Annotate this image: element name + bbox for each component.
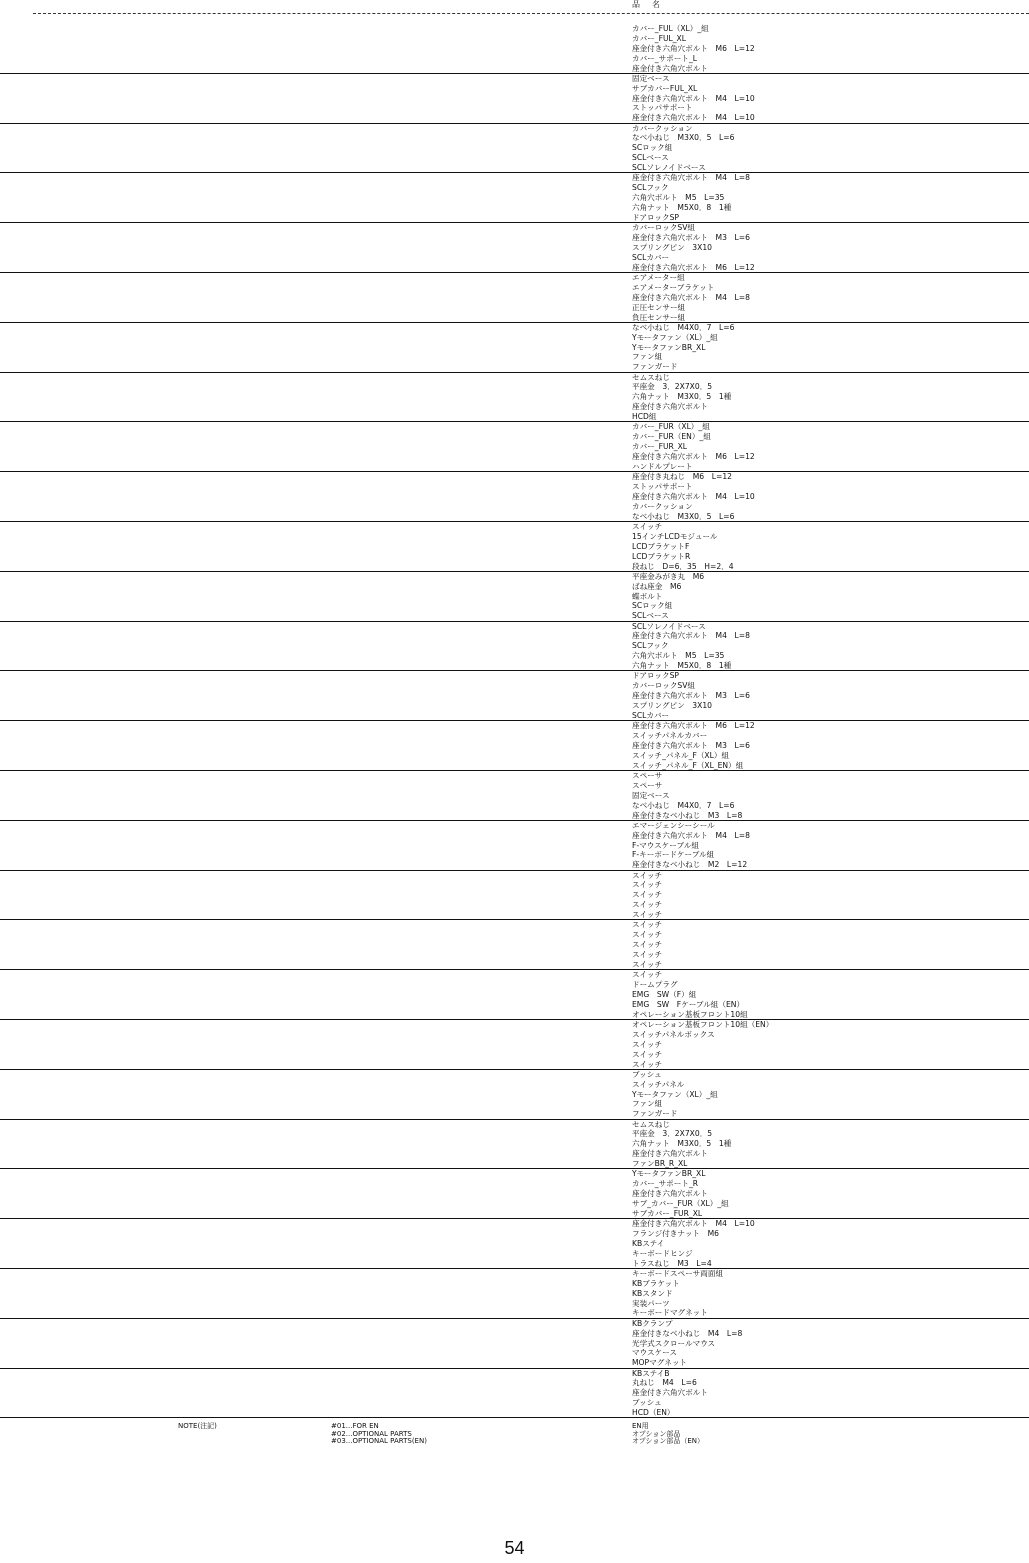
parts-group <box>0 1319 1029 1369</box>
part-name: セムスねじ <box>632 372 670 382</box>
part-name: SCLカバー <box>632 710 670 720</box>
part-name: 六角ナット M3X0．5 1種 <box>632 392 732 402</box>
part-name: サブカバー_FUR_XL <box>632 1208 703 1218</box>
part-name: 座金付き六角穴ボルト M4 L=10 <box>632 1219 755 1229</box>
part-name: SCLベース <box>632 611 669 621</box>
parts-group-lines <box>632 472 755 521</box>
part-name: なべ小ねじ M3X0．5 L=6 <box>632 133 735 143</box>
part-name: 段ねじ D=6．35 H=2．4 <box>632 561 734 571</box>
part-name: ファンガード <box>632 1109 678 1119</box>
part-name: 座金付き六角穴ボルト M6 L=12 <box>632 721 755 731</box>
part-name: ストッパサポート <box>632 103 693 113</box>
parts-group-lines <box>632 323 734 372</box>
part-name: カバー_FUR（EN）_組 <box>632 432 711 442</box>
parts-group-lines <box>632 871 662 920</box>
part-name: エマージェンシーシール <box>632 820 715 830</box>
part-name: KBブラケット <box>632 1278 680 1288</box>
part-name: スイッチ <box>632 950 663 960</box>
part-name: スイッチ <box>632 910 663 920</box>
part-name: EMG SW Fケーブル組（EN） <box>632 999 745 1009</box>
part-name: HCD（EN） <box>632 1408 675 1418</box>
part-name: 座金付き六角穴ボルト M4 L=8 <box>632 173 750 183</box>
note-ja-line: オプション部品（EN） <box>632 1437 705 1445</box>
part-name: オペレーション基板フロント10組 <box>632 1009 748 1019</box>
part-name: 平座金 3．2X7X0．5 <box>632 382 713 392</box>
part-name: Yモータファン（XL）_組 <box>632 1089 718 1099</box>
parts-group <box>0 1120 1029 1170</box>
part-name: MOPマグネット <box>632 1358 688 1368</box>
part-name: スイッチ_パネル_F（XL_EN）組 <box>632 760 744 770</box>
parts-group <box>0 373 1029 423</box>
part-name: 座金付きなべ小ねじ M2 L=12 <box>632 860 748 870</box>
parts-group <box>0 771 1029 821</box>
part-name: 六角ナット M5X0．8 1種 <box>632 203 732 213</box>
parts-group-lines <box>632 422 755 471</box>
parts-group-lines <box>632 920 662 969</box>
part-name: なべ小ねじ M3X0．5 L=6 <box>632 511 735 521</box>
parts-group-lines <box>632 373 731 422</box>
note-codes <box>331 1423 427 1446</box>
parts-group <box>0 920 1029 970</box>
part-name: 座金付き六角穴ボルト M6 L=12 <box>632 43 755 53</box>
parts-group <box>0 970 1029 1020</box>
column-header: 品 名 <box>632 0 662 9</box>
part-name: KBクランプ <box>632 1318 673 1328</box>
parts-group <box>0 323 1029 373</box>
parts-group-lines <box>632 970 748 1019</box>
part-name: スイッチ <box>632 900 663 910</box>
part-name: トラスねじ M3 L=4 <box>632 1258 712 1268</box>
parts-group <box>0 821 1029 871</box>
part-name: スイッチパネルカバー <box>632 731 708 741</box>
parts-group <box>0 173 1029 223</box>
part-name: セムスねじ <box>632 1119 670 1129</box>
parts-group <box>0 1169 1029 1219</box>
part-name: スイッチ <box>632 1059 663 1069</box>
parts-group <box>0 721 1029 771</box>
part-name: 座金付き六角穴ボルト <box>632 1189 708 1199</box>
part-name: スプリングピン 3X10 <box>632 701 712 711</box>
part-name: 座金付き六角穴ボルト M6 L=12 <box>632 262 755 272</box>
part-name: 座金付き六角穴ボルト M4 L=10 <box>632 113 755 123</box>
part-name: スイッチ <box>632 880 663 890</box>
note-code: #02...OPTIONAL PARTS <box>331 1429 412 1438</box>
part-name: YモータファンBR_XL <box>632 342 706 352</box>
parts-group-lines <box>632 173 750 222</box>
part-name: カバークッション <box>632 123 693 133</box>
parts-group-lines <box>632 721 755 770</box>
part-name: スイッチ <box>632 930 663 940</box>
part-name: 座金付き六角穴ボルト M4 L=8 <box>632 631 750 641</box>
parts-group <box>0 1219 1029 1269</box>
parts-group <box>0 472 1029 522</box>
part-name: 座金付き六角穴ボルト <box>632 63 708 73</box>
part-name: ドームプラグ <box>632 980 678 990</box>
parts-group <box>0 671 1029 721</box>
part-name: ばね座金 M6 <box>632 581 682 591</box>
part-name: キーボードスペーサ両面組 <box>632 1268 724 1278</box>
part-name: カバー_FUL_XL <box>632 33 686 43</box>
part-name: 座金付き六角穴ボルト M3 L=6 <box>632 740 750 750</box>
part-name: スイッチ <box>632 970 663 980</box>
part-name: 座金付き六角穴ボルト M6 L=12 <box>632 452 755 462</box>
part-name: なべ小ねじ M4X0．7 L=6 <box>632 322 735 332</box>
part-name: LCDブラケットR <box>632 551 691 561</box>
part-name: スイッチ_パネル_F（XL）組 <box>632 750 730 760</box>
part-name: HCD組 <box>632 412 657 422</box>
part-name: Yモータファン（XL）_組 <box>632 332 718 342</box>
note-japanese <box>632 1423 704 1446</box>
part-name: 六角穴ボルト M5 L=35 <box>632 651 725 661</box>
part-name: エアメーター組 <box>632 272 685 282</box>
parts-group <box>0 1020 1029 1070</box>
part-name: 座金付き六角穴ボルト <box>632 1388 708 1398</box>
part-name: F-マウスケーブル組 <box>632 840 699 850</box>
part-name: 座金付き六角穴ボルト M4 L=8 <box>632 830 750 840</box>
parts-group-lines <box>632 273 750 322</box>
part-name: KBスタンド <box>632 1288 673 1298</box>
parts-group <box>0 1269 1029 1319</box>
part-name: スプリングピン 3X10 <box>632 242 712 252</box>
part-name: スイッチ <box>632 890 663 900</box>
parts-group-lines <box>632 671 750 720</box>
parts-group-lines <box>632 1169 729 1218</box>
part-name: カバークッション <box>632 501 693 511</box>
part-name: ストッパサポート <box>632 482 693 492</box>
parts-group-lines <box>632 1219 755 1268</box>
part-name: 六角ナット M3X0．5 1種 <box>632 1139 732 1149</box>
part-name: スイッチパネル <box>632 1079 685 1089</box>
parts-group <box>0 74 1029 124</box>
parts-group <box>0 572 1029 622</box>
part-name: マウスケース <box>632 1348 677 1358</box>
parts-group-lines <box>632 1369 708 1418</box>
part-name: SCLフック <box>632 641 669 651</box>
part-name: ドアロックSP <box>632 671 679 681</box>
parts-group-lines <box>632 572 704 621</box>
parts-group <box>0 522 1029 572</box>
part-name: スイッチ <box>632 521 663 531</box>
parts-list <box>0 24 1029 1418</box>
part-name: 座金付き六角穴ボルト M4 L=10 <box>632 93 755 103</box>
part-name: ブッシュ <box>632 1069 662 1079</box>
part-name: カバー_FUL（XL）_組 <box>632 24 709 33</box>
part-name: 丸ねじ M4 L=6 <box>632 1378 697 1388</box>
part-name: 座金付き六角穴ボルト M3 L=6 <box>632 233 750 243</box>
part-name: SCロック組 <box>632 601 673 611</box>
part-name: 座金付き六角穴ボルト M4 L=8 <box>632 292 750 302</box>
part-name: エアメーターブラケット <box>632 282 715 292</box>
part-name: ファン組 <box>632 1099 663 1109</box>
part-name: YモータファンBR_XL <box>632 1169 706 1179</box>
part-name: スイッチ <box>632 1039 663 1049</box>
part-name: カバー_サポート_R <box>632 1179 699 1189</box>
part-name: スイッチ <box>632 870 663 880</box>
parts-group <box>0 273 1029 323</box>
parts-group <box>0 223 1029 273</box>
part-name: スイッチ <box>632 1049 663 1059</box>
part-name: KBステイB <box>632 1368 670 1378</box>
part-name: 固定ベース <box>632 790 670 800</box>
part-name: 光学式スクロールマウス <box>632 1338 716 1348</box>
part-name: カバー_FUR（XL）_組 <box>632 422 710 432</box>
part-name: F-キーボードケーブル組 <box>632 850 715 860</box>
parts-group <box>0 871 1029 921</box>
note-ja-line: オプション部品 <box>632 1429 681 1438</box>
part-name: LCDブラケットF <box>632 541 690 551</box>
part-name: ブッシュ <box>632 1398 662 1408</box>
part-name: 座金付き六角穴ボルト M4 L=10 <box>632 491 755 501</box>
part-name: 蝶ボルト <box>632 591 663 601</box>
parts-group-lines <box>632 74 755 123</box>
parts-group-lines <box>632 1319 742 1368</box>
parts-group-lines <box>632 1269 723 1318</box>
part-name: フランジ付きナット M6 <box>632 1229 719 1239</box>
part-name: 六角ナット M5X0．8 1種 <box>632 661 732 671</box>
part-name: なべ小ねじ M4X0．7 L=6 <box>632 800 735 810</box>
part-name: ドアロックSP <box>632 212 679 222</box>
part-name: 15インチLCDモジュール <box>632 531 718 541</box>
parts-group-lines <box>632 821 750 870</box>
part-name: SCLソレノイドベース <box>632 163 706 173</box>
parts-group-lines <box>632 223 755 272</box>
part-name: 実装パーツ <box>632 1298 670 1308</box>
parts-group-lines <box>632 1070 718 1119</box>
part-name: カバーロックSV組 <box>632 681 696 691</box>
part-name: サブカバーFUL_XL <box>632 83 698 93</box>
parts-group <box>0 1070 1029 1120</box>
part-name: オペレーション基板フロント10組（EN） <box>632 1019 774 1029</box>
part-name: 正圧センサー組 <box>632 302 686 312</box>
header-dashed-rule <box>33 13 1029 14</box>
parts-group <box>0 24 1029 74</box>
part-name: 六角穴ボルト M5 L=35 <box>632 193 725 203</box>
part-name: ファンガード <box>632 362 678 372</box>
part-name: スペーサ <box>632 780 663 790</box>
part-name: カバー_サポート_L <box>632 53 697 63</box>
part-name: 座金付きなべ小ねじ M3 L=8 <box>632 810 743 820</box>
part-name: キーボードヒンジ <box>632 1248 693 1258</box>
part-name: EMG SW（F）組 <box>632 989 697 999</box>
part-name: ファン組 <box>632 352 663 362</box>
part-name: 座金付き六角穴ボルト <box>632 1149 708 1159</box>
part-name: SCLカバー <box>632 252 670 262</box>
part-name: SCLベース <box>632 153 669 163</box>
part-name: 座金付き丸ねじ M6 L=12 <box>632 472 732 482</box>
part-name: 固定ベース <box>632 73 670 83</box>
part-name: KBステイ <box>632 1238 665 1248</box>
part-name: スイッチ <box>632 959 663 969</box>
part-name: スイッチ <box>632 940 663 950</box>
parts-group-lines <box>632 1120 731 1169</box>
parts-group-lines <box>632 771 742 820</box>
parts-group <box>0 124 1029 174</box>
part-name: カバー_FUR_XL <box>632 442 688 452</box>
parts-group-lines <box>632 622 750 671</box>
parts-group <box>0 422 1029 472</box>
parts-group <box>0 622 1029 672</box>
note-code: #03...OPTIONAL PARTS(EN) <box>331 1437 427 1445</box>
part-name: サブ_カバー_FUR（XL）_組 <box>632 1199 729 1208</box>
part-name: 負圧センサー組 <box>632 312 686 322</box>
part-name: スイッチパネルボックス <box>632 1029 715 1039</box>
parts-group-lines <box>632 24 755 73</box>
page-number: 54 <box>504 1538 525 1558</box>
parts-group <box>0 1369 1029 1419</box>
parts-group-lines <box>632 1020 773 1069</box>
parts-group-lines <box>632 522 734 571</box>
part-name: 平座金 3．2X7X0．5 <box>632 1129 713 1139</box>
part-name: カバーロックSV組 <box>632 223 696 233</box>
part-name: 座金付き六角穴ボルト <box>632 402 708 412</box>
part-name: SCLフック <box>632 183 669 193</box>
parts-group-lines <box>632 124 734 173</box>
part-name: SCロック組 <box>632 143 673 153</box>
note-ja-line: EN用 <box>632 1422 649 1430</box>
note-label: NOTE(注記) <box>178 1422 217 1430</box>
part-name: ハンドルプレート <box>632 461 693 471</box>
part-name: 座金付き六角穴ボルト M3 L=6 <box>632 691 750 701</box>
part-name: スイッチ <box>632 920 663 930</box>
part-name: 座金付きなべ小ねじ M4 L=8 <box>632 1328 743 1338</box>
part-name: スペーサ <box>632 770 663 780</box>
part-name: ファンBR_R_XL <box>632 1159 688 1169</box>
part-name: キーボードマグネット <box>632 1308 708 1318</box>
note-code: #01...FOR EN <box>331 1422 379 1430</box>
part-name: 平座金みがき丸 M6 <box>632 571 705 581</box>
part-name: SCLソレノイドベース <box>632 621 706 631</box>
